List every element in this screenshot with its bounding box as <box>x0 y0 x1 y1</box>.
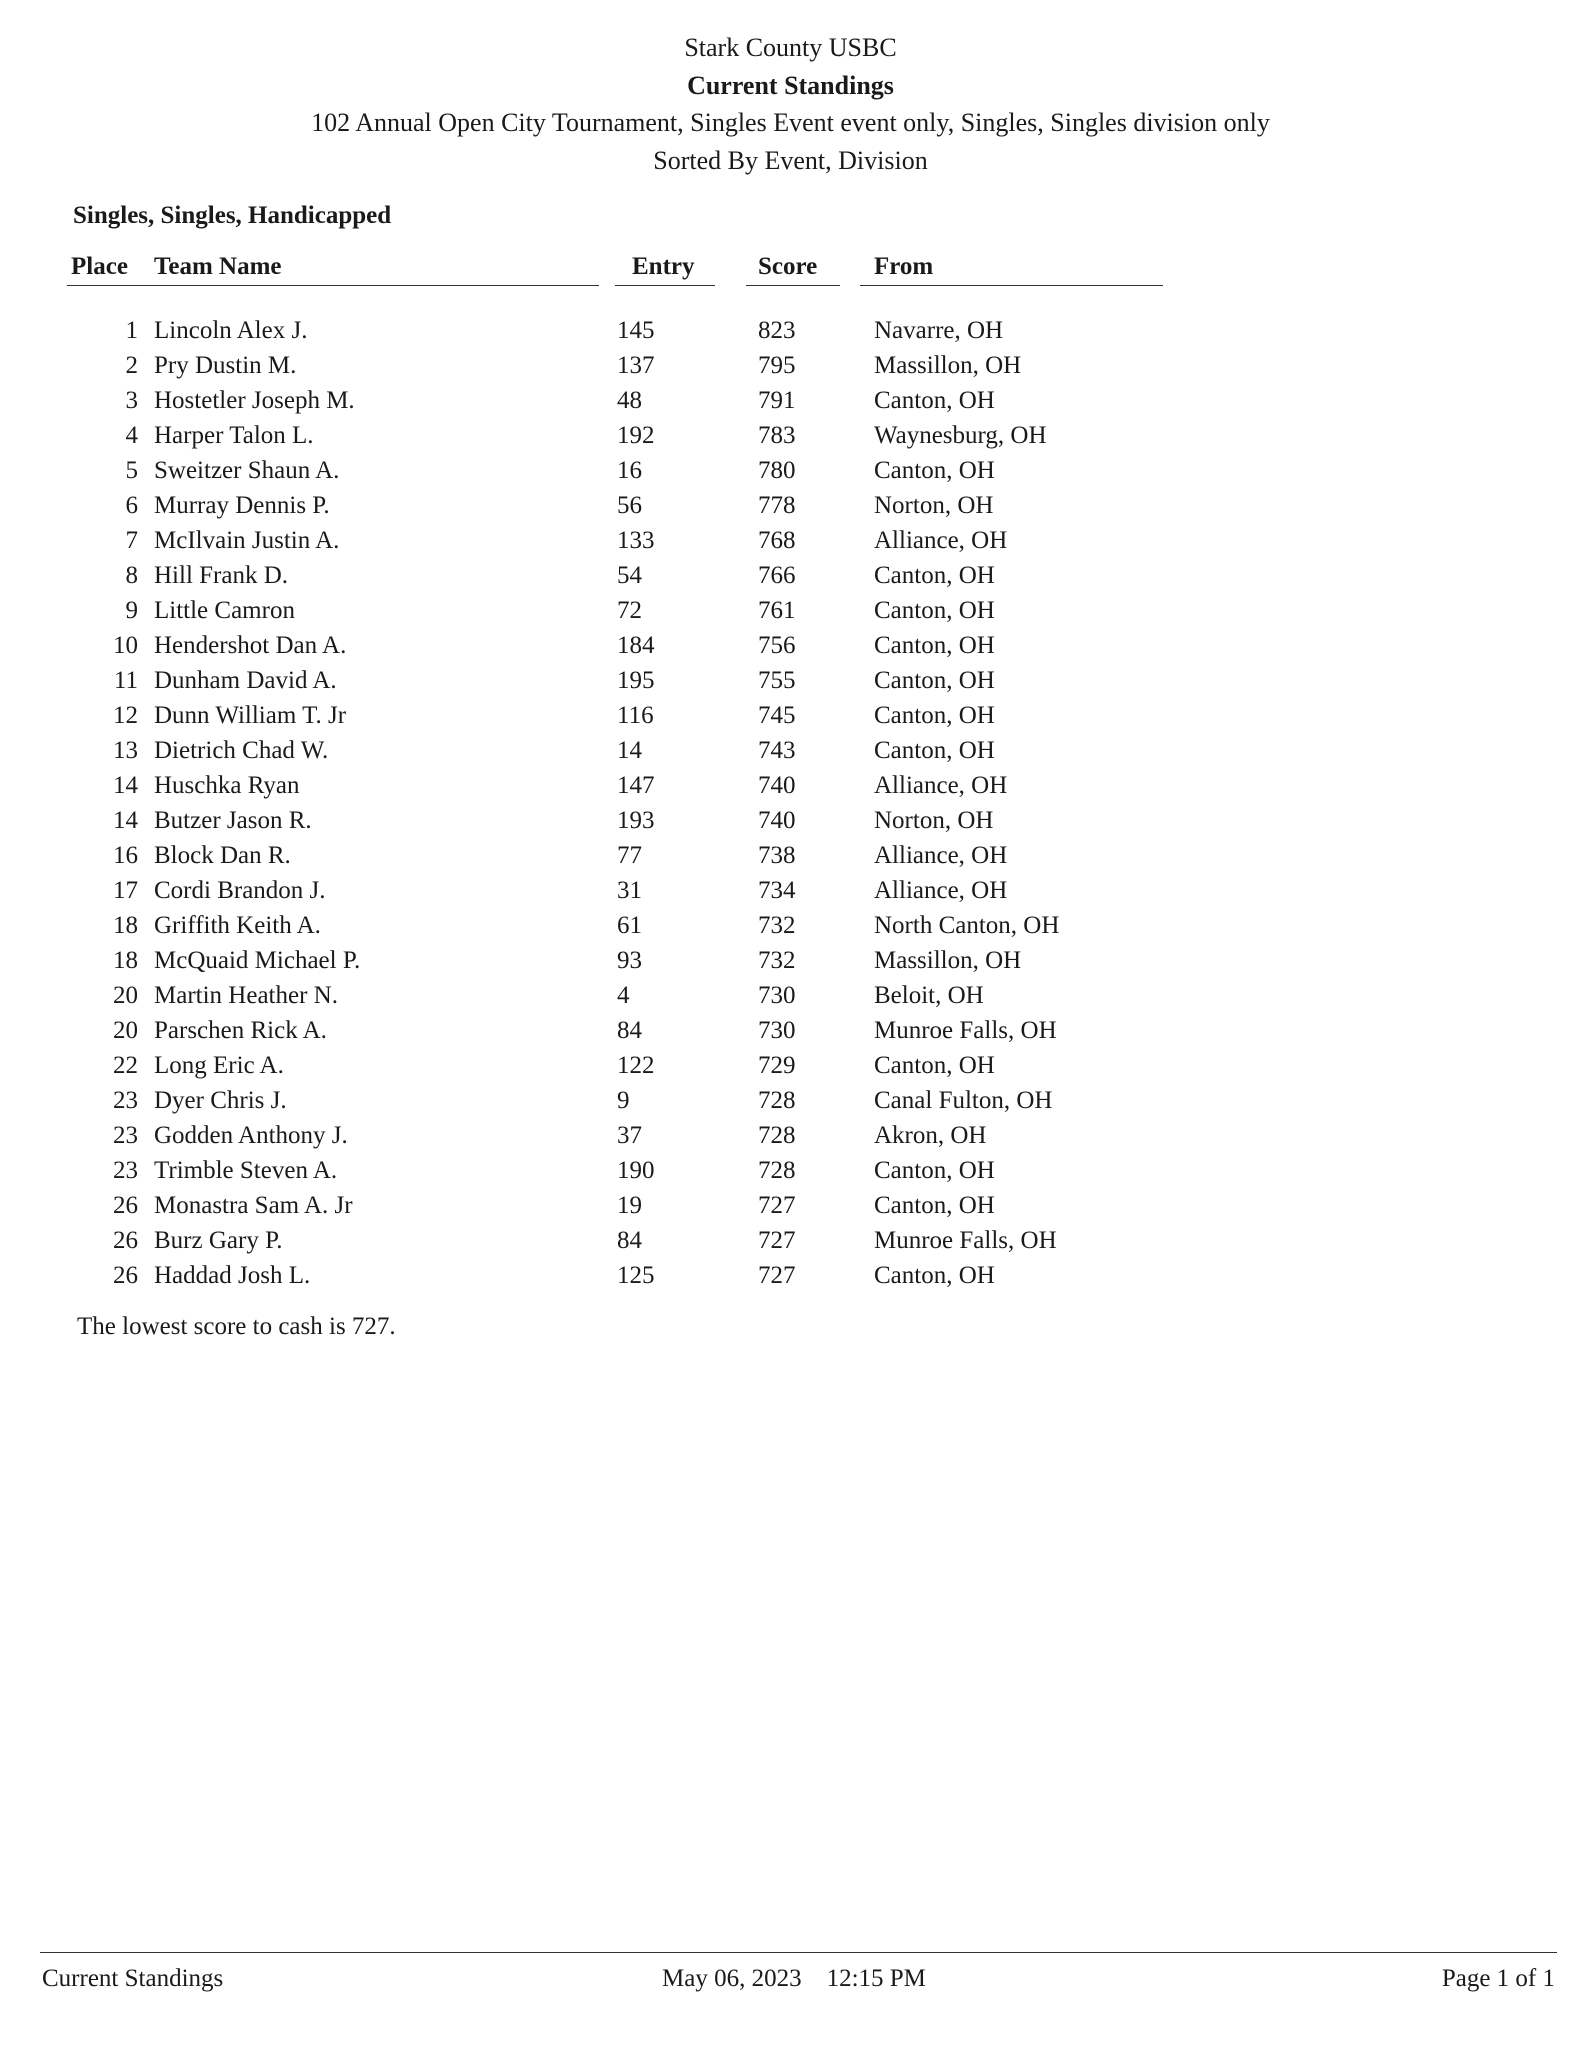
from-cell: Alliance, OH <box>874 877 1008 904</box>
place-cell: 2 <box>125 352 138 379</box>
table-row <box>0 314 1581 348</box>
table-row <box>0 979 1581 1013</box>
name-cell: Dunn William T. Jr <box>154 702 347 729</box>
score-cell: 740 <box>758 772 796 799</box>
from-cell: Canton, OH <box>874 1192 995 1219</box>
score-cell: 738 <box>758 842 796 869</box>
name-cell: Huschka Ryan <box>154 772 300 799</box>
from-cell: Canton, OH <box>874 632 995 659</box>
name-cell: McIlvain Justin A. <box>154 527 340 554</box>
name-cell: Sweitzer Shaun A. <box>154 457 340 484</box>
header-underline-score <box>746 285 840 286</box>
header-underline-team <box>67 285 599 286</box>
from-cell: Canton, OH <box>874 702 995 729</box>
from-cell: Canton, OH <box>874 667 995 694</box>
from-cell: Canton, OH <box>874 737 995 764</box>
section-title: Singles, Singles, Handicapped <box>73 202 392 229</box>
entry-cell: 19 <box>617 1192 642 1219</box>
association-name: Stark County USBC <box>684 33 897 62</box>
name-cell: Burz Gary P. <box>154 1227 283 1254</box>
from-cell: Norton, OH <box>874 807 994 834</box>
header-underline-from <box>860 285 1163 286</box>
table-row <box>0 629 1581 663</box>
table-row <box>0 944 1581 978</box>
entry-cell: 122 <box>617 1052 655 1079</box>
place-cell: 23 <box>113 1157 138 1184</box>
from-cell: Alliance, OH <box>874 527 1008 554</box>
entry-cell: 192 <box>617 422 655 449</box>
from-cell: Canton, OH <box>874 1262 995 1289</box>
entry-cell: 9 <box>617 1087 630 1114</box>
table-row <box>0 1259 1581 1293</box>
table-row <box>0 489 1581 523</box>
footer-datetime: May 06, 2023 12:15 PM <box>662 1965 926 1992</box>
score-cell: 783 <box>758 422 796 449</box>
from-cell: Beloit, OH <box>874 982 984 1009</box>
name-cell: McQuaid Michael P. <box>154 947 361 974</box>
from-cell: Canton, OH <box>874 387 995 414</box>
entry-cell: 193 <box>617 807 655 834</box>
table-row <box>0 1189 1581 1223</box>
table-row <box>0 839 1581 873</box>
score-cell: 727 <box>758 1192 796 1219</box>
table-row <box>0 1084 1581 1118</box>
place-cell: 18 <box>113 947 138 974</box>
cash-note: The lowest score to cash is 727. <box>77 1313 396 1340</box>
from-cell: Alliance, OH <box>874 842 1008 869</box>
entry-cell: 14 <box>617 737 642 764</box>
entry-cell: 137 <box>617 352 655 379</box>
place-cell: 1 <box>125 317 138 344</box>
score-cell: 766 <box>758 562 796 589</box>
table-row <box>0 524 1581 558</box>
place-cell: 5 <box>125 457 138 484</box>
column-header-score: Score <box>758 253 818 280</box>
name-cell: Godden Anthony J. <box>154 1122 348 1149</box>
place-cell: 11 <box>113 667 138 694</box>
name-cell: Lincoln Alex J. <box>154 317 308 344</box>
header-underline-entry <box>615 285 715 286</box>
entry-cell: 116 <box>617 702 654 729</box>
from-cell: Norton, OH <box>874 492 994 519</box>
name-cell: Dietrich Chad W. <box>154 737 329 764</box>
place-cell: 14 <box>113 807 138 834</box>
score-cell: 732 <box>758 947 796 974</box>
table-row <box>0 594 1581 628</box>
name-cell: Butzer Jason R. <box>154 807 312 834</box>
name-cell: Trimble Steven A. <box>154 1157 338 1184</box>
place-cell: 22 <box>113 1052 138 1079</box>
entry-cell: 84 <box>617 1017 642 1044</box>
column-header-team-name: Team Name <box>154 253 282 280</box>
score-cell: 795 <box>758 352 796 379</box>
name-cell: Monastra Sam A. Jr <box>154 1192 353 1219</box>
place-cell: 10 <box>113 632 138 659</box>
table-row <box>0 1119 1581 1153</box>
score-cell: 727 <box>758 1227 796 1254</box>
table-row <box>0 874 1581 908</box>
column-header-from: From <box>874 253 934 280</box>
score-cell: 761 <box>758 597 796 624</box>
entry-cell: 147 <box>617 772 655 799</box>
score-cell: 743 <box>758 737 796 764</box>
place-cell: 6 <box>125 492 138 519</box>
name-cell: Dunham David A. <box>154 667 337 694</box>
score-cell: 728 <box>758 1157 796 1184</box>
name-cell: Dyer Chris J. <box>154 1087 287 1114</box>
table-row <box>0 1224 1581 1258</box>
name-cell: Martin Heather N. <box>154 982 338 1009</box>
column-header-place: Place <box>71 253 128 280</box>
name-cell: Hendershot Dan A. <box>154 632 347 659</box>
table-row <box>0 699 1581 733</box>
entry-cell: 37 <box>617 1122 642 1149</box>
name-cell: Cordi Brandon J. <box>154 877 326 904</box>
from-cell: Munroe Falls, OH <box>874 1017 1057 1044</box>
entry-cell: 77 <box>617 842 642 869</box>
place-cell: 7 <box>125 527 138 554</box>
place-cell: 4 <box>125 422 138 449</box>
table-row <box>0 804 1581 838</box>
score-cell: 778 <box>758 492 796 519</box>
from-cell: Alliance, OH <box>874 772 1008 799</box>
from-cell: Canton, OH <box>874 562 995 589</box>
from-cell: Canton, OH <box>874 1052 995 1079</box>
table-row <box>0 1014 1581 1048</box>
entry-cell: 145 <box>617 317 655 344</box>
score-cell: 728 <box>758 1087 796 1114</box>
from-cell: Waynesburg, OH <box>874 422 1047 449</box>
score-cell: 780 <box>758 457 796 484</box>
entry-cell: 61 <box>617 912 642 939</box>
place-cell: 3 <box>125 387 138 414</box>
entry-cell: 72 <box>617 597 642 624</box>
column-header-entry: Entry <box>632 253 695 280</box>
score-cell: 730 <box>758 1017 796 1044</box>
entry-cell: 125 <box>617 1262 655 1289</box>
name-cell: Hill Frank D. <box>154 562 289 589</box>
entry-cell: 190 <box>617 1157 655 1184</box>
name-cell: Block Dan R. <box>154 842 291 869</box>
table-row <box>0 769 1581 803</box>
from-cell: Canton, OH <box>874 1157 995 1184</box>
from-cell: Canton, OH <box>874 457 995 484</box>
entry-cell: 84 <box>617 1227 642 1254</box>
from-cell: Akron, OH <box>874 1122 987 1149</box>
score-cell: 768 <box>758 527 796 554</box>
place-cell: 16 <box>113 842 138 869</box>
table-row <box>0 384 1581 418</box>
footer-divider <box>40 1952 1557 1953</box>
name-cell: Haddad Josh L. <box>154 1262 311 1289</box>
score-cell: 727 <box>758 1262 796 1289</box>
place-cell: 12 <box>113 702 138 729</box>
place-cell: 9 <box>125 597 138 624</box>
place-cell: 18 <box>113 912 138 939</box>
place-cell: 26 <box>113 1262 138 1289</box>
score-cell: 734 <box>758 877 796 904</box>
score-cell: 728 <box>758 1122 796 1149</box>
score-cell: 730 <box>758 982 796 1009</box>
name-cell: Long Eric A. <box>154 1052 284 1079</box>
entry-cell: 54 <box>617 562 642 589</box>
from-cell: Navarre, OH <box>874 317 1004 344</box>
sort-description: Sorted By Event, Division <box>653 146 928 175</box>
place-cell: 14 <box>113 772 138 799</box>
place-cell: 20 <box>113 1017 138 1044</box>
name-cell: Parschen Rick A. <box>154 1017 327 1044</box>
place-cell: 17 <box>113 877 138 904</box>
tournament-description: 102 Annual Open City Tournament, Singles Event event only, Singles, Singles division only <box>311 108 1270 137</box>
from-cell: Massillon, OH <box>874 352 1022 379</box>
score-cell: 740 <box>758 807 796 834</box>
score-cell: 791 <box>758 387 796 414</box>
table-row <box>0 559 1581 593</box>
score-cell: 755 <box>758 667 796 694</box>
name-cell: Harper Talon L. <box>154 422 314 449</box>
table-row <box>0 419 1581 453</box>
table-row <box>0 454 1581 488</box>
report-title: Current Standings <box>687 71 894 100</box>
table-row <box>0 664 1581 698</box>
entry-cell: 195 <box>617 667 655 694</box>
table-row <box>0 1049 1581 1083</box>
entry-cell: 16 <box>617 457 642 484</box>
table-row <box>0 1154 1581 1188</box>
entry-cell: 4 <box>617 982 630 1009</box>
name-cell: Griffith Keith A. <box>154 912 321 939</box>
from-cell: Massillon, OH <box>874 947 1022 974</box>
table-row <box>0 349 1581 383</box>
place-cell: 8 <box>125 562 138 589</box>
score-cell: 732 <box>758 912 796 939</box>
name-cell: Little Camron <box>154 597 295 624</box>
entry-cell: 133 <box>617 527 655 554</box>
from-cell: Canton, OH <box>874 597 995 624</box>
from-cell: Canal Fulton, OH <box>874 1087 1053 1114</box>
place-cell: 26 <box>113 1192 138 1219</box>
entry-cell: 48 <box>617 387 642 414</box>
footer-report-name: Current Standings <box>42 1965 224 1992</box>
from-cell: North Canton, OH <box>874 912 1060 939</box>
entry-cell: 93 <box>617 947 642 974</box>
place-cell: 23 <box>113 1122 138 1149</box>
name-cell: Pry Dustin M. <box>154 352 297 379</box>
score-cell: 823 <box>758 317 796 344</box>
place-cell: 23 <box>113 1087 138 1114</box>
entry-cell: 56 <box>617 492 642 519</box>
from-cell: Munroe Falls, OH <box>874 1227 1057 1254</box>
footer-page-number: Page 1 of 1 <box>1441 1965 1555 1992</box>
score-cell: 756 <box>758 632 796 659</box>
name-cell: Murray Dennis P. <box>154 492 330 519</box>
score-cell: 745 <box>758 702 796 729</box>
score-cell: 729 <box>758 1052 796 1079</box>
table-row <box>0 734 1581 768</box>
place-cell: 26 <box>113 1227 138 1254</box>
place-cell: 13 <box>113 737 138 764</box>
name-cell: Hostetler Joseph M. <box>154 387 355 414</box>
entry-cell: 184 <box>617 632 655 659</box>
place-cell: 20 <box>113 982 138 1009</box>
table-row <box>0 909 1581 943</box>
entry-cell: 31 <box>617 877 642 904</box>
